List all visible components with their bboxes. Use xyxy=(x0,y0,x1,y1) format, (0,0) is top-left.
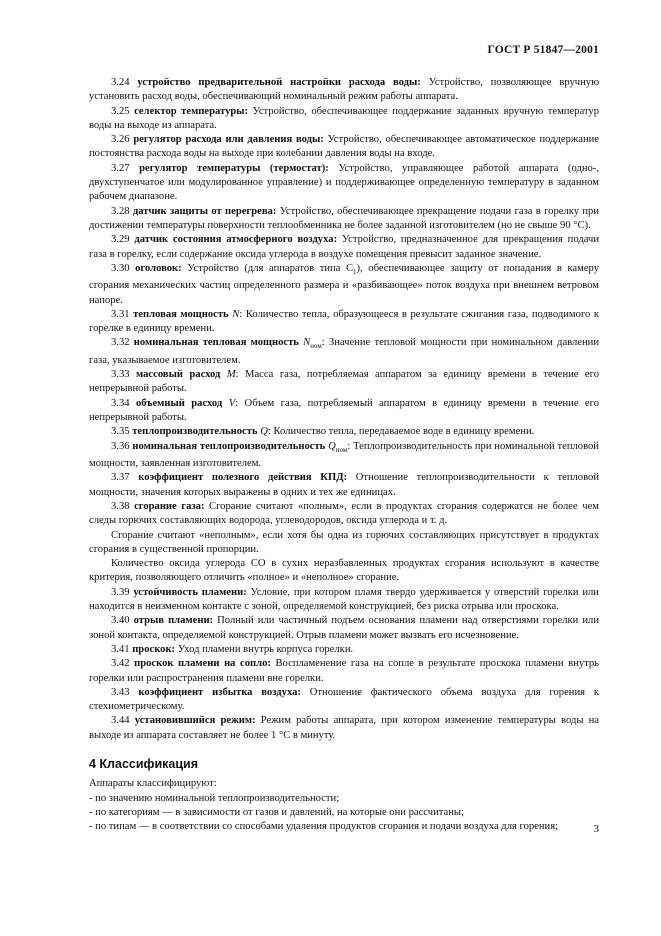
definition-paragraph xyxy=(89,471,599,500)
definition-number: 3.38 xyxy=(111,500,130,512)
definition-term: номинальная теплопроизводительность xyxy=(132,440,326,452)
definition-paragraph xyxy=(89,233,599,262)
classification-item: - по категориям — в зависимости от газов и давлений, на которые они рассчитаны; xyxy=(89,806,464,818)
definition-text: Отношение фактического объема воздуха для горения к стехиометрическому. xyxy=(89,686,599,713)
definition-paragraph xyxy=(89,425,599,439)
definition-number: 3.40 xyxy=(111,615,130,627)
definition-text: Воспламенение газа на сопле в результате проскока пламени внутрь горелки или распространения пламени вне горелки. xyxy=(89,658,600,684)
definition-subscript: 1 xyxy=(353,267,357,276)
definition-paragraph xyxy=(89,162,599,205)
definition-variable: N xyxy=(232,308,240,320)
definition-paragraph xyxy=(89,105,599,134)
definition-term: массовый расход xyxy=(135,369,221,381)
definition-number: 3.33 xyxy=(111,369,130,381)
definition-term: оголовок: xyxy=(135,262,182,274)
definition-number: 3.31 xyxy=(111,308,130,320)
definition-number: 3.24 xyxy=(111,77,130,88)
definition-term: коэффициент избытка воздуха: xyxy=(138,686,301,698)
definition-paragraph xyxy=(89,440,599,472)
definition-text: : Количество тепла, образующееся в результате сжигания газа, подводимого к горелке в единицу времени. xyxy=(89,308,599,335)
definition-text: Отношение теплопроизводительности к тепловой мощности, значения которых выражены в одних и тех же единицах. xyxy=(89,472,600,498)
definition-number: 3.37 xyxy=(111,472,130,484)
definition-text: Режим работы аппарата, при котором изменение температуры воды на выходе из аппарата составляет не более 1 °С в минуту. xyxy=(89,715,600,741)
definition-text: Устройство, обеспечивающее прекращение подачи газа в горелку при достижении температуры поверхности теплообменника не более заданной изготовителем (но не свыше 90 °С). xyxy=(89,205,600,231)
definition-text: Количество оксида углерода СО в сухих неразбавленных продуктах сгорания используют в качестве критерия, позволяющего отличить «полное» и «неполное» сгорание. xyxy=(89,558,599,584)
definition-paragraph xyxy=(89,557,599,586)
definition-paragraph xyxy=(89,586,599,615)
definition-term: датчик защиты от перегрева: xyxy=(132,205,277,217)
classification-item: - по значению номинальной теплопроизводительности; xyxy=(89,792,340,804)
definition-text: Полный или частичный подъем основания пламени над отверстиями горелки или зоной контакта, определяемой конструкцией. Отрыв пламени может вызвать его исчезновение. xyxy=(89,615,599,641)
definition-term: проскок: xyxy=(132,643,176,655)
definition-paragraph xyxy=(89,368,599,397)
section-title: 4 Классификация xyxy=(89,756,199,771)
definition-paragraph xyxy=(89,657,599,686)
definition-paragraph xyxy=(89,133,599,162)
definition-text: : Количество тепла, передаваемое воде в единицу времени. xyxy=(267,426,535,438)
definition-number: 3.28 xyxy=(111,205,130,217)
definition-text: : Объем газа, потребляемый аппаратом в единицу времени в течение его непрерывной работы. xyxy=(89,397,600,424)
definition-term: устройство предварительной настройки расхода воды: xyxy=(137,77,421,88)
definition-term: проскок пламени на сопло: xyxy=(134,658,271,670)
definition-paragraph xyxy=(89,714,599,743)
definition-paragraph xyxy=(89,336,599,368)
classification-list xyxy=(89,777,599,834)
definition-number: 3.34 xyxy=(111,397,130,409)
definition-term: датчик состояния атмосферного воздуха: xyxy=(134,234,338,246)
definition-paragraph xyxy=(89,262,599,308)
definition-paragraph xyxy=(89,205,599,234)
definition-term: устойчивость пламени: xyxy=(133,586,247,598)
definition-paragraph xyxy=(89,308,599,337)
document-id-header: ГОСТ Р 51847—2001 xyxy=(487,44,599,56)
definition-term: тепловая мощность xyxy=(133,308,229,320)
definition-subscript: ном xyxy=(310,342,322,351)
definition-paragraph xyxy=(89,686,599,715)
definition-number: 3.32 xyxy=(111,337,130,349)
definition-number: 3.27 xyxy=(111,162,130,174)
definition-variable: V xyxy=(228,397,236,409)
definition-term: регулятор расхода или давления воды: xyxy=(133,134,324,146)
definition-paragraph xyxy=(89,643,599,657)
definition-text: Сгорание считают «неполным», если хотя бы одна из горючих составляющих присутствует в продуктах сгорания в существенной пропорции. xyxy=(89,529,599,555)
definition-text: Устройство, обеспечивающее поддержание заданных вручную температур воды на выходе из аппарата. xyxy=(89,105,599,131)
page-number: 3 xyxy=(593,823,599,835)
definition-number: 3.29 xyxy=(111,234,130,246)
definition-paragraph xyxy=(89,76,599,105)
definition-number: 3.42 xyxy=(111,658,130,670)
definition-term: сгорание газа: xyxy=(134,500,205,512)
definition-paragraph xyxy=(89,500,599,529)
definition-paragraph xyxy=(89,397,599,426)
definition-text: : Значение тепловой мощности при номинальном давлении газа, указываемое изготовителем. xyxy=(89,337,600,366)
definition-number: 3.36 xyxy=(111,440,130,452)
definition-paragraph xyxy=(89,529,599,558)
classification-item: - по типам — в соответствии со способами удаления продуктов сгорания и подачи воздуха для горения; xyxy=(89,821,559,833)
definition-number: 3.25 xyxy=(111,105,130,117)
definition-number: 3.30 xyxy=(111,262,130,274)
definition-subscript: ном xyxy=(335,445,348,454)
document-body xyxy=(89,76,599,834)
definition-variable: Q xyxy=(328,440,336,452)
definition-text: Устройство, позволяющее вручную установить расход воды, обеспечивающий номинальный режим работы аппарата. xyxy=(89,77,599,103)
definition-term: установившийся режим: xyxy=(134,715,256,727)
definition-number: 3.41 xyxy=(111,643,130,655)
definition-text: Устройство, управляющее работой аппарата (одно-, двухступенчатое или модулированное управление) и поддерживающее определенную температуру в заданном рабочем диапазоне. xyxy=(89,162,599,203)
definition-text: Условие, при котором пламя твердо удерживается у отверстий горелки или находится в неизменном контакте с зоной, определяемой конструкцией, без риска отрыва или проскока. xyxy=(89,586,599,613)
definition-number: 3.43 xyxy=(111,686,130,698)
definition-term: коэффициент полезного действия КПД: xyxy=(138,472,348,484)
definition-variable: M xyxy=(226,369,236,381)
definition-variable: Q xyxy=(260,426,268,438)
definition-term: номинальная тепловая мощность xyxy=(133,337,299,349)
definition-number: 3.44 xyxy=(111,715,130,727)
definition-term: объемный расход xyxy=(135,397,223,409)
definition-paragraph xyxy=(89,614,599,643)
definition-text: Уход пламени внутрь корпуса горелки. xyxy=(175,643,354,655)
definition-term: селектор температуры: xyxy=(134,105,249,117)
definition-text: Устройство, обеспечивающее автоматическое поддержание постоянства расхода воды на выходе при колебании давления воды на входе. xyxy=(89,134,599,160)
definition-text: Устройство, предназначенное для прекращения подачи газа в горелку, если содержание оксида углерода в воздухе помещения превысит заданное значение. xyxy=(89,234,599,260)
definition-text: : Теплопроизводительность при номинальной тепловой мощности, заявленная изготовителем. xyxy=(89,440,599,470)
definition-variable: N xyxy=(303,337,311,349)
definition-term: теплопроизводительность xyxy=(132,426,258,438)
definition-text: ), обеспечивающее защиту от попадания в камеру сгорания механических частиц определенного размера и «разбивающее» поток воздуха при внешнем ветровом напоре. xyxy=(89,262,599,306)
definitions-list xyxy=(89,76,599,743)
definition-term: регулятор температуры (термостат): xyxy=(139,162,329,174)
definition-text: Устройство (для аппаратов типа С xyxy=(181,262,354,274)
definition-text: : Масса газа, потребляемая аппаратом за единицу времени в течение его непрерывной работы. xyxy=(89,369,599,395)
definition-number: 3.39 xyxy=(111,586,130,598)
classification-lead: Аппараты классифицируют: xyxy=(89,778,217,790)
definition-number: 3.35 xyxy=(111,426,130,438)
definition-number: 3.26 xyxy=(111,134,130,146)
definition-text: Сгорание считают «полным», если в продуктах сгорания содержатся не более чем следы горючих составляющих водорода, углеводородов, оксида углерода и т. д. xyxy=(89,500,599,527)
definition-term: отрыв пламени: xyxy=(133,615,214,627)
